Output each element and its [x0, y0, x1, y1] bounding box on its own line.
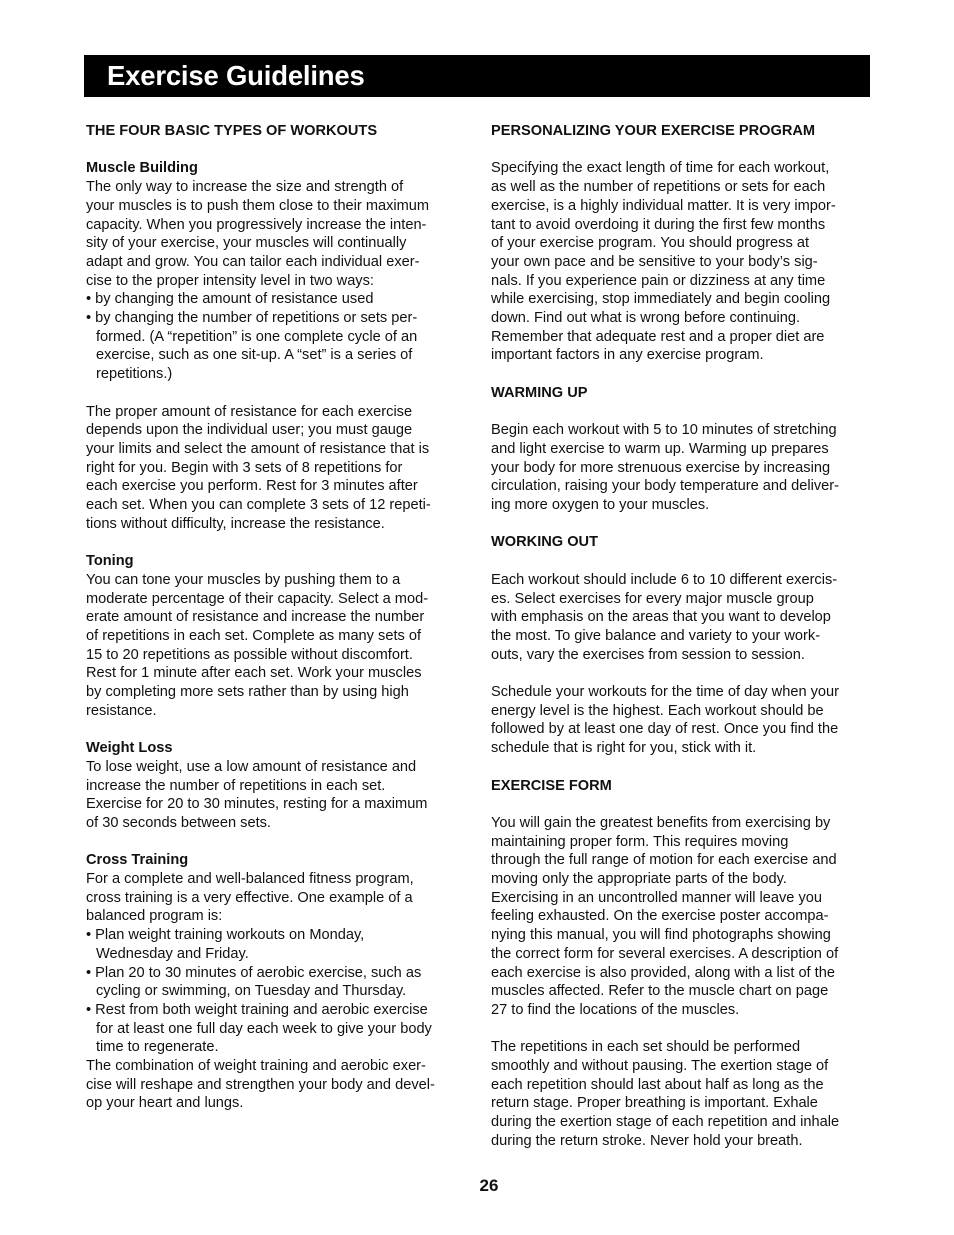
bullet-continuation: time to regenerate. [96, 1039, 219, 1056]
text-line: Begin each workout with 5 to 10 minutes of stretching [491, 422, 837, 439]
text-line: balanced program is: [86, 908, 223, 925]
text-line: each repetition should last about half as long as the [491, 1076, 824, 1093]
text-line: You can tone your muscles by pushing them to a [86, 571, 401, 588]
text-line: the correct form for several exercises. A description of [491, 945, 839, 962]
text-line: and light exercise to warm up. Warming up prepares [491, 440, 829, 457]
text-line: during the return stroke. Never hold your breath. [491, 1132, 803, 1149]
text-line: op your heart and lungs. [86, 1095, 244, 1112]
bullet-line: • Plan weight training workouts on Monday, [86, 927, 365, 944]
text-line: The only way to increase the size and strength of [86, 179, 404, 196]
text-line: Each workout should include 6 to 10 different exercis- [491, 571, 838, 588]
text-line: your muscles is to push them close to their maximum [86, 197, 430, 214]
text-line: For a complete and well-balanced fitness program, [86, 871, 414, 888]
bullet-continuation: formed. (A “repetition” is one complete cycle of an [96, 328, 418, 345]
text-line: adapt and grow. You can tailor each individual exer- [86, 253, 420, 270]
resistance-paragraph [86, 403, 464, 534]
text-line: erate amount of resistance and increase the number [86, 609, 425, 626]
text-line: your own pace and be sensitive to your body’s sig- [491, 253, 818, 270]
text-line: exercise, is a highly individual matter. It is very impor- [491, 197, 836, 214]
text-line: Exercising in an uncontrolled manner will leave you [491, 889, 822, 906]
bullet-continuation: Wednesday and Friday. [96, 945, 249, 962]
bullet-item [86, 964, 464, 1001]
bullet-continuation: for at least one full day each week to give your body [96, 1020, 432, 1037]
text-line: cise to the proper intensity level in two ways: [86, 272, 374, 289]
right-column [491, 122, 869, 1151]
bullet-line: • Plan 20 to 30 minutes of aerobic exercise, such as [86, 964, 422, 981]
text-line: Schedule your workouts for the time of day when your [491, 684, 839, 700]
text-line: resistance. [86, 702, 157, 719]
section-heading-exercise-form: EXERCISE FORM [491, 777, 612, 794]
text-line: each exercise is also provided, along with a list of the [491, 964, 835, 981]
text-line: depends upon the individual user; you must gauge [86, 422, 413, 439]
text-line: 15 to 20 repetitions as possible without discomfort. [86, 646, 413, 663]
cross-training-text [86, 870, 464, 926]
page-title: Exercise Guidelines [107, 60, 365, 91]
cross-training-closing [86, 1057, 464, 1113]
text-line: circulation, raising your body temperature and deliver- [491, 478, 839, 495]
text-line: The repetitions in each set should be performed [491, 1039, 801, 1056]
bullet-item [86, 1001, 464, 1057]
bullet-continuation: cycling or swimming, on Tuesday and Thursday. [96, 983, 407, 1000]
title-bar [84, 55, 870, 97]
section-heading-personalizing: PERSONALIZING YOUR EXERCISE PROGRAM [491, 123, 816, 139]
working-out-text [491, 571, 869, 665]
text-line: of your exercise program. You should progress at [491, 235, 809, 252]
bullet-continuation: repetitions.) [96, 366, 173, 383]
bullet-item [86, 309, 464, 384]
text-line: during the exertion stage of each repetition and inhale [491, 1114, 840, 1131]
text-line: each exercise you perform. Rest for 3 minutes after [86, 478, 418, 495]
section-heading-working-out: WORKING OUT [491, 534, 599, 551]
text-line: nying this manual, you will find photographs showing [491, 927, 831, 944]
text-line: To lose weight, use a low amount of resistance and [86, 758, 417, 775]
text-line: muscles affected. Refer to the muscle chart on page [491, 983, 829, 1000]
text-line: maintaining proper form. This requires moving [491, 833, 789, 850]
weight-loss-text [86, 758, 464, 833]
text-line: followed by at least one day of rest. Once you find the [491, 721, 839, 738]
text-line: return stage. Proper breathing is important. Exhale [491, 1095, 818, 1112]
text-line: 27 to find the locations of the muscles. [491, 1001, 740, 1018]
section-heading-warming-up: WARMING UP [491, 384, 588, 401]
text-line: while exercising, stop immediately and begin cooling [491, 291, 831, 308]
text-line: down. Find out what is wrong before continuing. [491, 310, 801, 327]
repetitions-text [491, 1038, 869, 1150]
text-line: Specifying the exact length of time for each workout, [491, 160, 830, 177]
muscle-building-text [86, 178, 464, 290]
text-line: the most. To give balance and variety to your work- [491, 627, 821, 644]
text-line: energy level is the highest. Each workout should be [491, 702, 824, 719]
text-line: es. Select exercises for every major muscle group [491, 590, 814, 607]
text-line: nals. If you experience pain or dizziness at any time [491, 272, 826, 289]
text-line: increase the number of repetitions in each set. [86, 777, 386, 794]
bullet-line: • by changing the number of repetitions or sets per- [86, 310, 418, 327]
text-line: your limits and select the amount of resistance that is [86, 440, 430, 457]
subheading-muscle-building: Muscle Building [86, 160, 198, 177]
warming-up-text [491, 421, 869, 515]
text-line: cise will reshape and strengthen your body and devel- [86, 1076, 435, 1093]
text-line: of 30 seconds between sets. [86, 814, 271, 831]
text-line: Exercise for 20 to 30 minutes, resting for a maximum [86, 796, 428, 813]
text-line: with emphasis on the areas that you want to develop [491, 609, 831, 626]
left-column [86, 122, 464, 1113]
subheading-toning: Toning [86, 553, 134, 570]
text-line: each set. When you can complete 3 sets of 12 repeti- [86, 497, 431, 514]
text-line: capacity. When you progressively increase the inten- [86, 216, 427, 233]
text-line: by completing more sets rather than by using high [86, 684, 409, 701]
text-line: sity of your exercise, your muscles will continually [86, 235, 407, 252]
bullet-item: • by changing the amount of resistance used [86, 291, 374, 308]
text-line: cross training is a very effective. One example of a [86, 889, 413, 906]
bullet-line: • Rest from both weight training and aerobic exercise [86, 1001, 428, 1018]
text-line: Rest for 1 minute after each set. Work your muscles [86, 665, 422, 682]
text-line: feeling exhausted. On the exercise poster accompa- [491, 908, 829, 925]
toning-text [86, 571, 464, 721]
text-line: schedule that is right for you, stick with it. [491, 740, 757, 757]
subheading-cross-training: Cross Training [86, 852, 189, 869]
text-line: your body for more strenuous exercise by increasing [491, 459, 831, 476]
subheading-weight-loss: Weight Loss [86, 740, 173, 757]
exercise-form-text [491, 814, 869, 1020]
text-line: smoothly and without pausing. The exertion stage of [491, 1058, 829, 1075]
schedule-text [491, 683, 869, 758]
text-line: The proper amount of resistance for each exercise [86, 403, 413, 420]
text-line: You will gain the greatest benefits from exercising by [491, 814, 831, 831]
personalizing-text [491, 159, 869, 365]
section-heading-workout-types: THE FOUR BASIC TYPES OF WORKOUTS [86, 123, 378, 139]
text-line: tions without difficulty, increase the resistance. [86, 515, 385, 532]
bullet-continuation: exercise, such as one sit-up. A “set” is a series of [96, 347, 413, 364]
text-line: The combination of weight training and aerobic exer- [86, 1058, 426, 1075]
text-line: ing more oxygen to your muscles. [491, 497, 710, 514]
page-number: 26 [479, 1176, 499, 1195]
text-line: as well as the number of repetitions or sets for each [491, 179, 826, 196]
text-line: through the full range of motion for each exercise and [491, 852, 837, 869]
text-line: Remember that adequate rest and a proper diet are [491, 328, 825, 345]
text-line: moderate percentage of their capacity. Select a mod- [86, 590, 429, 607]
text-line: important factors in any exercise program. [491, 347, 764, 364]
bullet-item [86, 926, 464, 963]
text-line: of repetitions in each set. Complete as many sets of [86, 627, 422, 644]
text-line: outs, vary the exercises from session to session. [491, 646, 805, 663]
text-line: tant to avoid overdoing it during the first few months [491, 216, 826, 233]
text-line: moving only the appropriate parts of the body. [491, 871, 787, 887]
text-line: right for you. Begin with 3 sets of 8 repetitions for [86, 459, 403, 476]
